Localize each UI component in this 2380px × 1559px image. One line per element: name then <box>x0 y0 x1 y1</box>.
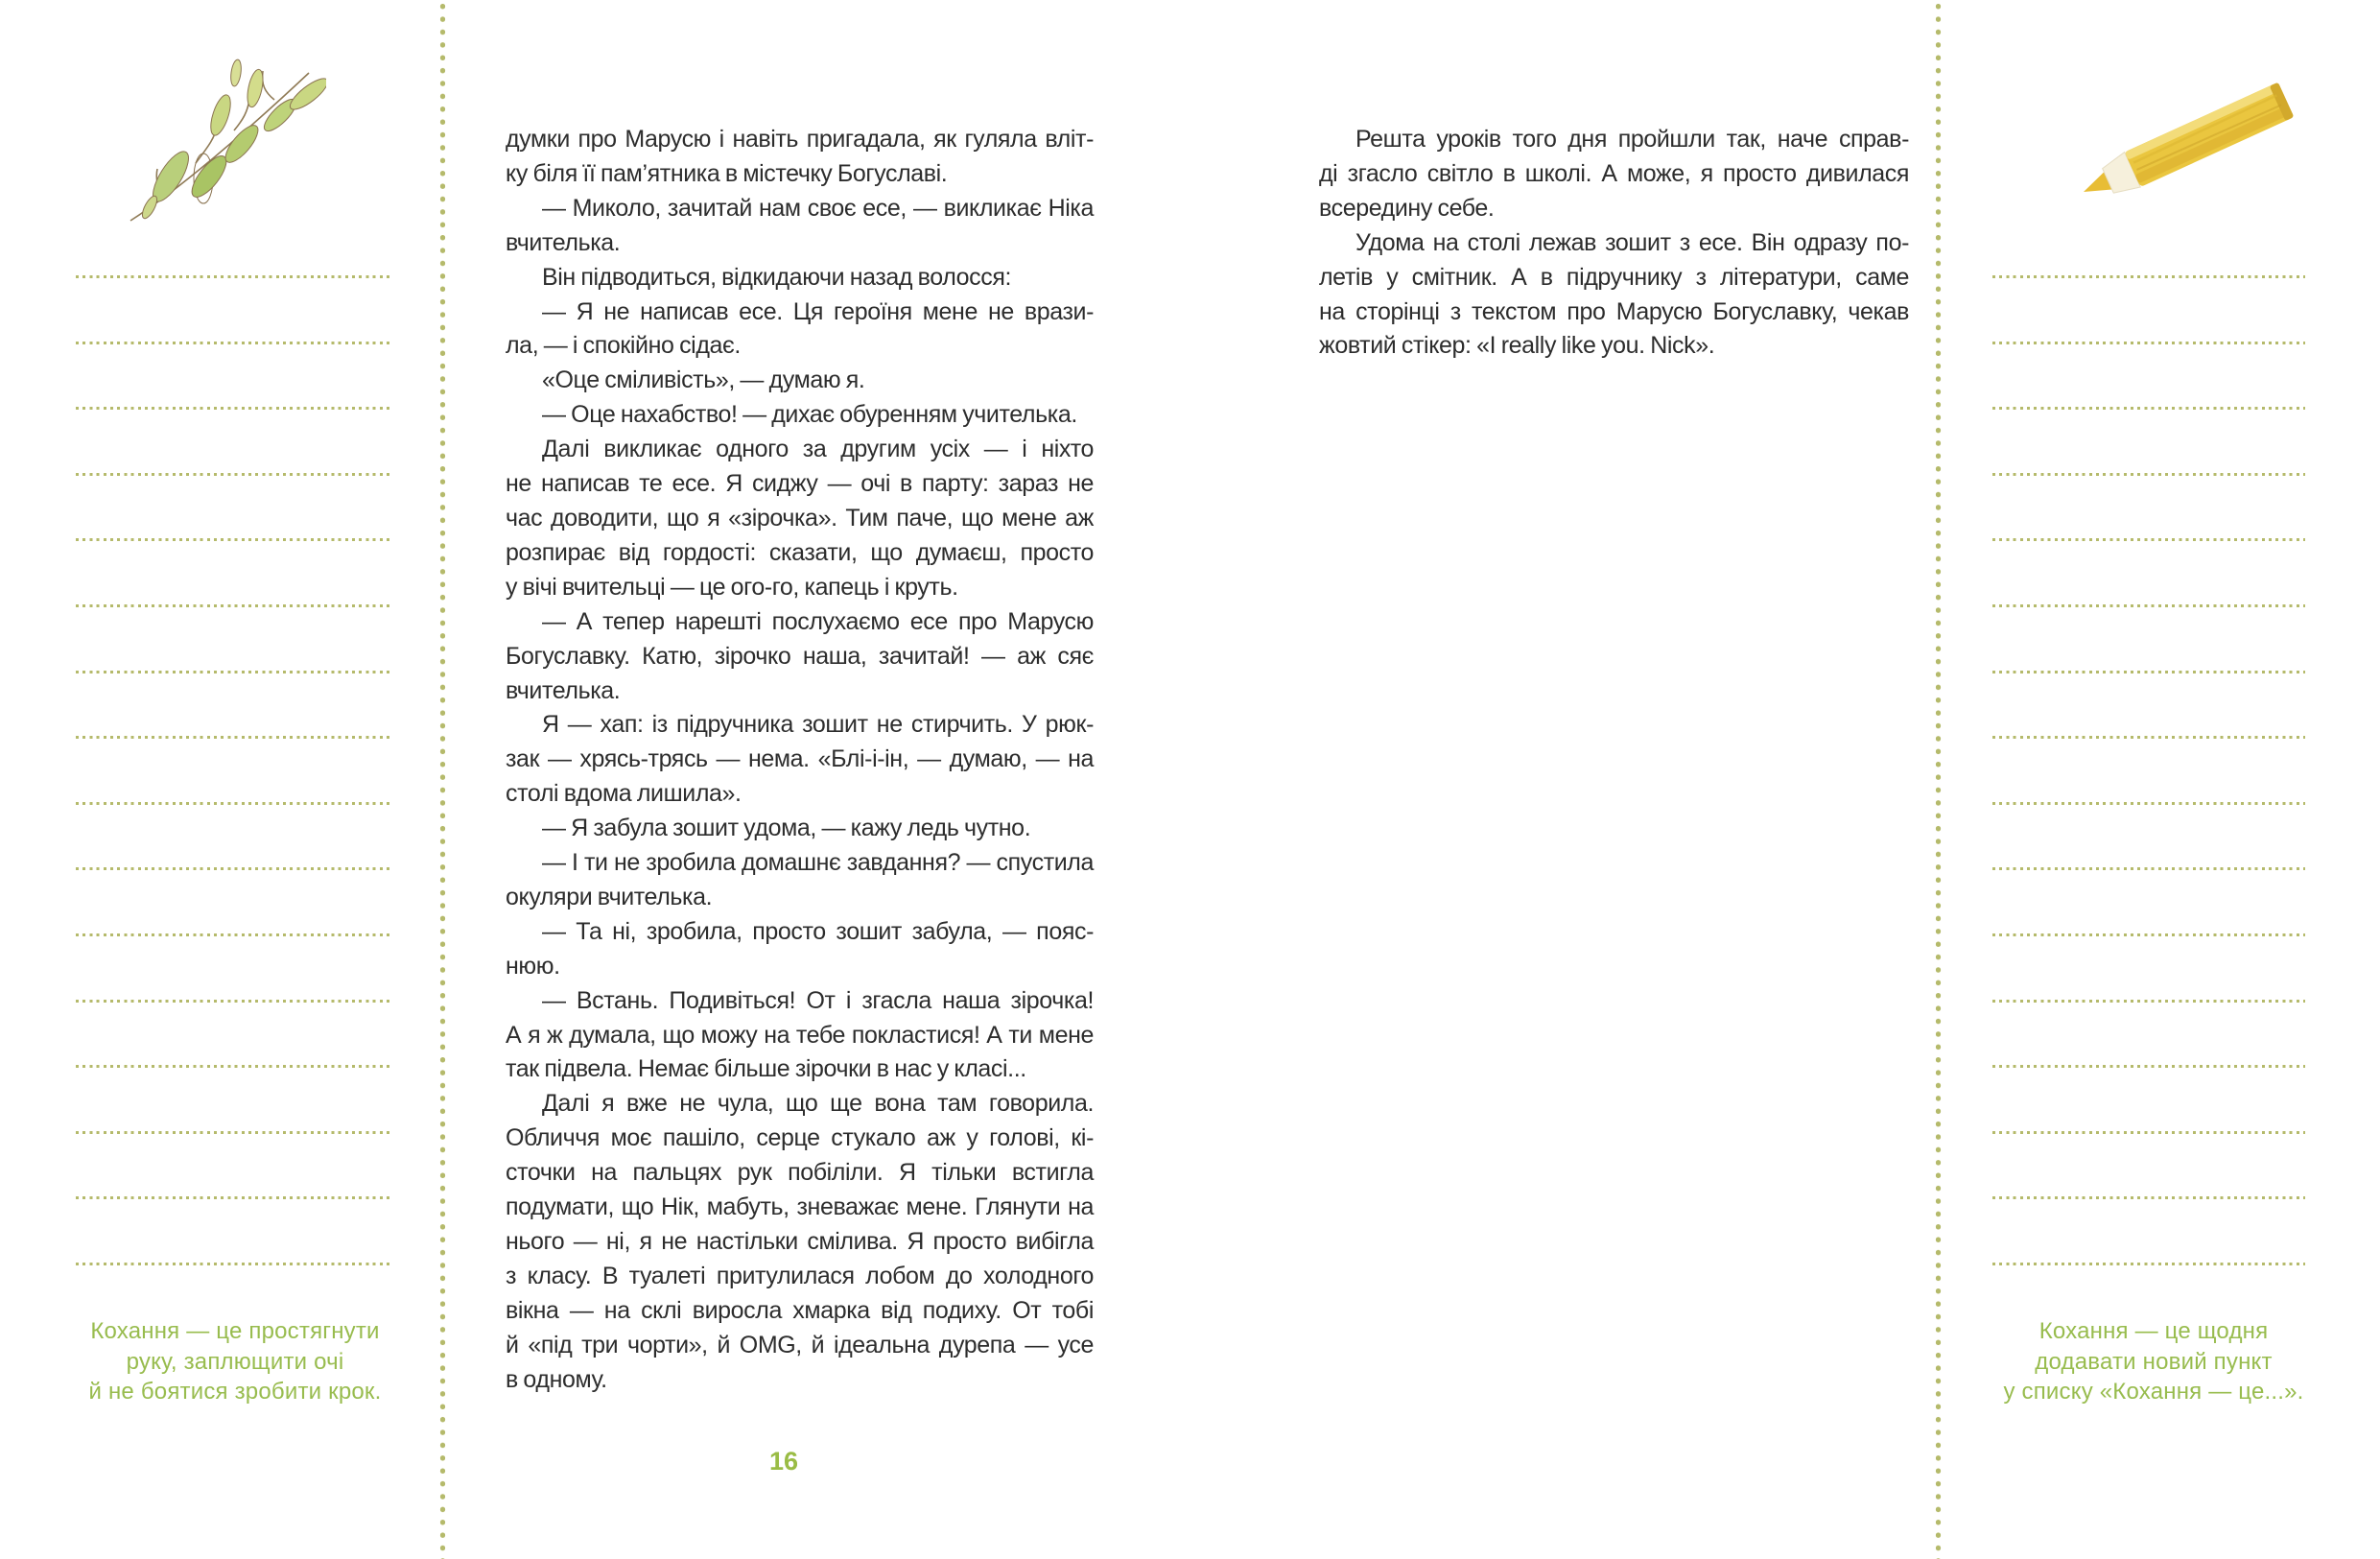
quote-line: Кохання — це простягнути <box>90 1318 380 1344</box>
dotted-rule-line <box>76 671 390 673</box>
dotted-rule-line <box>1992 1131 2305 1134</box>
text-line: Богуславку. Катю, зірочко наша, зачитай! — аж сяє <box>506 642 1094 670</box>
text-line: — Встань. Подивіться! От і згасла наша зірочка! <box>542 986 1094 1014</box>
text-line: не написав те есе. Я сиджу — очі в парту: зараз не <box>506 470 1094 498</box>
left-margin-quote <box>59 1316 411 1407</box>
text-line: ку біля її пам’ятника в містечку Богуславі. <box>506 159 948 187</box>
dotted-rule-line <box>76 1131 390 1134</box>
text-line: А я ж думала, що можу на тебе покластися! А ти мене <box>506 1021 1094 1049</box>
dotted-rule-line <box>1992 671 2305 673</box>
text-line: столі вдома лишила». <box>506 780 742 808</box>
dotted-rule-line <box>76 1065 390 1068</box>
text-line: летів у смітник. А в підручнику з літератури, саме <box>1319 263 1909 291</box>
right-margin-quote <box>1976 1316 2331 1407</box>
dotted-rule-line <box>76 604 390 607</box>
dotted-rule-line <box>1992 1196 2305 1199</box>
dotted-rule-line <box>76 342 390 344</box>
dotted-rule-line <box>1992 275 2305 278</box>
text-line: Далі викликає одного за другим усіх — і ніхто <box>542 436 1094 463</box>
text-line: всередину себе. <box>1319 194 1495 222</box>
right-margin-ruled-lines <box>1992 275 2305 1331</box>
pencil-illustration <box>2068 67 2310 224</box>
quote-line: руку, заплющити очі <box>126 1348 344 1375</box>
text-line: сточки на пальцях рук побіліли. Я тільки встигла <box>506 1159 1094 1187</box>
text-line: зак — хрясь-трясь — нема. «Блі-і-ін, — думаю, — на <box>506 745 1094 773</box>
dotted-rule-line <box>1992 342 2305 344</box>
text-line: Обличчя моє пашіло, серце стукало аж у голові, кі- <box>506 1124 1094 1152</box>
leaf-branch-illustration <box>121 56 326 235</box>
text-line: — Я забула зошит удома, — кажу ледь чутно. <box>542 815 1031 842</box>
dotted-rule-line <box>1992 802 2305 805</box>
text-line: окуляри вчителька. <box>506 883 713 910</box>
text-line: — Я не написав есе. Ця героїня мене не врази- <box>542 297 1094 325</box>
text-line: подумати, що Нік, мабуть, зневажає мене. Глянути на <box>506 1193 1094 1221</box>
page-number: 16 <box>768 1447 799 1476</box>
text-line: думки про Марусю і навіть пригадала, як гуляла вліт- <box>506 126 1094 153</box>
text-line: на сторінці з текстом про Марусю Богуславку, чекав <box>1319 297 1909 325</box>
dotted-rule-line <box>1992 736 2305 739</box>
dotted-rule-line <box>76 275 390 278</box>
text-line: з класу. В туалеті притулилася лобом до холодного <box>506 1262 1094 1289</box>
text-line: — Та ні, зробила, просто зошит забула, — пояс- <box>542 917 1094 945</box>
dotted-rule-line <box>76 802 390 805</box>
dotted-rule-line <box>1992 604 2305 607</box>
dotted-rule-line <box>76 736 390 739</box>
text-line: в одному. <box>506 1365 607 1393</box>
dotted-rule-line <box>76 867 390 870</box>
text-line: нього — ні, я не настільки смілива. Я просто вибігла <box>506 1228 1094 1255</box>
dotted-rule-line <box>76 1196 390 1199</box>
dotted-rule-line <box>76 473 390 476</box>
text-line: — Оце нахабство! — дихає обуренням учителька. <box>542 401 1077 429</box>
text-line: Він підводиться, відкидаючи назад волосся: <box>542 263 1012 291</box>
text-line: розпирає від гордості: сказати, що думаєш, просто <box>506 538 1094 566</box>
text-line: вчителька. <box>506 228 621 256</box>
dotted-rule-line <box>76 538 390 541</box>
dotted-rule-line <box>1992 538 2305 541</box>
text-line: ді згасло світло в школі. А може, я просто дивилася <box>1319 159 1909 187</box>
text-line: Решта уроків того дня пройшли так, наче справ- <box>1355 126 1909 153</box>
text-line: Удома на столі лежав зошит з есе. Він одразу по- <box>1355 228 1909 256</box>
dotted-rule-line <box>1992 933 2305 936</box>
quote-line: додавати новий пункт <box>2035 1348 2273 1375</box>
text-line: час доводити, що я «зірочка». Тим паче, що мене аж <box>506 504 1094 531</box>
quote-line: Кохання — це щодня <box>2038 1318 2269 1344</box>
right-page-text-column <box>1319 123 1909 364</box>
text-line: «Оце сміливість», — думаю я. <box>542 366 865 394</box>
dotted-rule-line <box>1992 1263 2305 1265</box>
left-dotted-divider <box>439 0 446 1559</box>
text-line: й «під три чорти», й OMG, й ідеальна дурепа — усе <box>506 1331 1094 1358</box>
pencil-icon <box>2068 67 2310 219</box>
text-line: нюю. <box>506 952 560 980</box>
text-line: жовтий стікер: «I really like you. Nick». <box>1319 332 1715 360</box>
dotted-rule-line <box>1992 1065 2305 1068</box>
dotted-rule-line <box>1992 867 2305 870</box>
dotted-rule-line <box>76 407 390 410</box>
left-margin-ruled-lines <box>76 275 390 1331</box>
leaf-branch-icon <box>121 56 326 230</box>
text-line: Далі я вже не чула, що ще вона там говорила. <box>542 1090 1094 1118</box>
dotted-rule-line <box>76 933 390 936</box>
dotted-rule-line <box>1992 473 2305 476</box>
quote-line: у списку «Кохання — це...». <box>2003 1379 2304 1405</box>
text-line: — А тепер нарешті послухаємо есе про Марусю <box>542 607 1094 635</box>
dotted-rule-line <box>1992 1000 2305 1003</box>
text-line: — І ти не зробила домашнє завдання? — спустила <box>542 849 1094 877</box>
dotted-rule-line <box>1992 407 2305 410</box>
right-dotted-divider <box>1935 0 1942 1559</box>
dotted-rule-line <box>76 1000 390 1003</box>
text-line: так підвела. Немає більше зірочки в нас у класі... <box>506 1055 1026 1083</box>
text-line: вчителька. <box>506 676 621 704</box>
quote-line: й не боятися зробити крок. <box>88 1379 382 1405</box>
text-line: ла, — і спокійно сідає. <box>506 332 741 360</box>
text-line: Я — хап: із підручника зошит не стирчить. У рюк- <box>542 711 1094 739</box>
text-line: — Миколо, зачитай нам своє есе, — викликає Ніка <box>542 194 1094 222</box>
left-page-text-column <box>506 123 1094 1398</box>
text-line: у вічі вчительці — це ого-го, капець і круть. <box>506 573 958 601</box>
text-line: вікна — на склі виросла хмарка від подиху. От тобі <box>506 1296 1094 1324</box>
dotted-rule-line <box>76 1263 390 1265</box>
